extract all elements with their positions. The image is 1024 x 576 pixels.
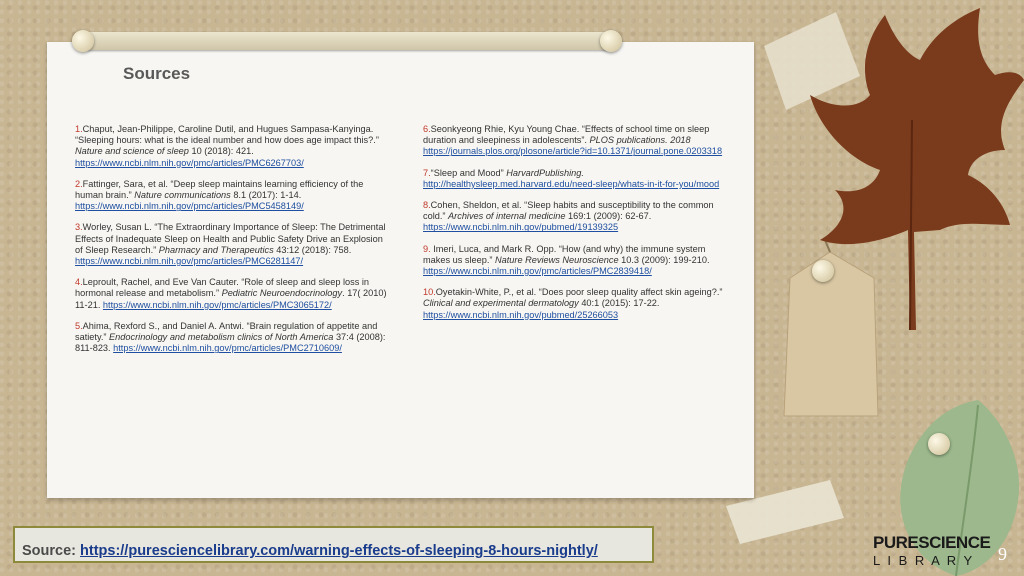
reference-link[interactable]: https://www.ncbi.nlm.nih.gov/pmc/articles/PMC5458149/: [75, 201, 304, 212]
reference-number: 5.: [75, 320, 83, 331]
reference-text: Seonkyeong Rhie, Kyu Young Chae. “Effects of school time on sleep duration and sleepiness in adolescents”.: [423, 124, 710, 146]
reference-item: [423, 287, 730, 321]
reference-item: [75, 124, 387, 169]
reference-text: “Sleep and Mood”: [430, 167, 507, 178]
reference-details: . 17( 2010) 11-21.: [75, 288, 387, 310]
reference-journal: Pharmacy and Therapeutics: [158, 244, 274, 255]
reference-link[interactable]: http://healthysleep.med.harvard.edu/need-sleep/whats-in-it-for-you/mood: [423, 178, 720, 189]
reference-number: 4.: [75, 277, 83, 288]
reference-item: [423, 244, 730, 278]
reference-link[interactable]: https://www.ncbi.nlm.nih.gov/pubmed/25266053: [423, 309, 619, 320]
reference-number: 6.: [423, 124, 431, 134]
reference-number: 9.: [423, 243, 431, 254]
reference-item: [75, 179, 387, 213]
reference-text: Fattinger, Sara, et al. “Deep sleep maintains learning efficiency of the human brain.”: [75, 178, 364, 201]
source-link[interactable]: https://puresciencelibrary.com/warning-effects-of-sleeping-8-hours-nightly/: [80, 543, 598, 559]
pushpin-icon: [72, 30, 94, 52]
references-right-column: [423, 124, 730, 331]
reference-details: 169:1 (2009): 62-67.: [565, 211, 652, 222]
reference-journal: Nature communications: [134, 190, 231, 201]
reference-link[interactable]: https://www.ncbi.nlm.nih.gov/pmc/articles/PMC2710609/: [113, 343, 342, 354]
reference-item: [75, 222, 387, 267]
reference-number: 7.: [423, 167, 431, 178]
pushpin-icon: [928, 433, 950, 455]
page-number: 9: [998, 544, 1007, 564]
pure-science-library-logo: [873, 534, 999, 574]
source-line: [22, 543, 598, 559]
reference-journal: Nature Reviews Neuroscience: [495, 254, 619, 265]
references-left-column: [75, 124, 387, 364]
reference-number: 10.: [423, 287, 436, 298]
reference-details: 37:4 (2008): 811-823.: [75, 332, 386, 354]
reference-journal: HarvardPublishing.: [506, 167, 584, 178]
pushpin-icon: [600, 30, 622, 52]
reference-journal: Pediatric Neuroendocrinology: [221, 288, 343, 299]
logo-science: SCIENCE: [918, 533, 991, 552]
reference-item: [423, 124, 730, 158]
reference-link[interactable]: https://www.ncbi.nlm.nih.gov/pmc/articles/PMC2839418/: [423, 266, 652, 277]
reference-text: Oyetakin-White, P., et al. “Does poor sleep quality affect skin ageing?.”: [435, 287, 723, 298]
reference-details: 10.3 (2009): 199-210.: [618, 254, 710, 265]
reference-link[interactable]: https://www.ncbi.nlm.nih.gov/pmc/articles/PMC6267703/: [75, 157, 304, 168]
reference-text: Ahima, Rexford S., and Daniel A. Antwi. “Brain regulation of appetite and satiety.”: [75, 320, 378, 343]
reference-number: 3.: [75, 222, 83, 233]
reference-journal: Archives of internal medicine: [448, 211, 566, 222]
reference-number: 1.: [75, 124, 83, 134]
reference-link[interactable]: https://www.ncbi.nlm.nih.gov/pubmed/19139325: [423, 222, 619, 233]
reference-details: 10 (2018): 421.: [188, 146, 254, 157]
reference-number: 8.: [423, 200, 431, 211]
reference-item: [423, 168, 730, 190]
paper-rod: [80, 32, 620, 50]
reference-journal: PLOS publications. 2018: [589, 135, 691, 146]
logo-pure: PURE: [873, 533, 919, 552]
reference-text: Worley, Susan L. “The Extraordinary Importance of Sleep: The Detrimental Effects of Inadequate Sleep on Health and Public Safety Drive an Explosion of Sleep Research.”: [75, 222, 386, 255]
reference-item: [75, 321, 387, 355]
page-title: Sources: [123, 64, 191, 83]
reference-journal: Nature and science of sleep: [75, 146, 189, 157]
reference-link[interactable]: https://www.ncbi.nlm.nih.gov/pmc/articles/PMC6281147/: [75, 256, 304, 267]
reference-text: Imeri, Luca, and Mark R. Opp. “How (and why) the immune system makes us sleep.”: [423, 243, 706, 265]
reference-journal: Endocrinology and metabolism clinics of North America: [109, 332, 334, 343]
reference-text: Leproult, Rachel, and Eve Van Cauter. “Role of sleep and sleep loss in hormonal release and metabolism.”: [75, 277, 370, 299]
reference-item: [75, 277, 387, 311]
reference-details: 8.1 (2017): 1-14.: [230, 190, 302, 201]
reference-item: [423, 200, 730, 234]
reference-text: Chaput, Jean-Philippe, Caroline Dutil, and Hugues Sampasa-Kanyinga. “Sleeping hours: what is the ideal number and how does age impact this?.”: [75, 124, 379, 146]
reference-number: 2.: [75, 178, 83, 189]
source-label: Source:: [22, 543, 81, 559]
reference-link[interactable]: https://www.ncbi.nlm.nih.gov/pmc/articles/PMC3065172/: [102, 299, 332, 310]
reference-text: Cohen, Sheldon, et al. “Sleep habits and susceptibility to the common cold.”: [423, 200, 714, 222]
reference-details: 43:12 (2018): 758.: [273, 244, 352, 255]
logo-library: L I B R A R Y: [873, 553, 975, 568]
pushpin-icon: [812, 260, 834, 282]
reference-details: 40:1 (2015): 17-22.: [578, 298, 660, 309]
reference-journal: Clinical and experimental dermatology: [423, 298, 579, 309]
reference-link[interactable]: https://journals.plos.org/plosone/article?id=10.1371/journal.pone.0203318: [423, 146, 723, 157]
